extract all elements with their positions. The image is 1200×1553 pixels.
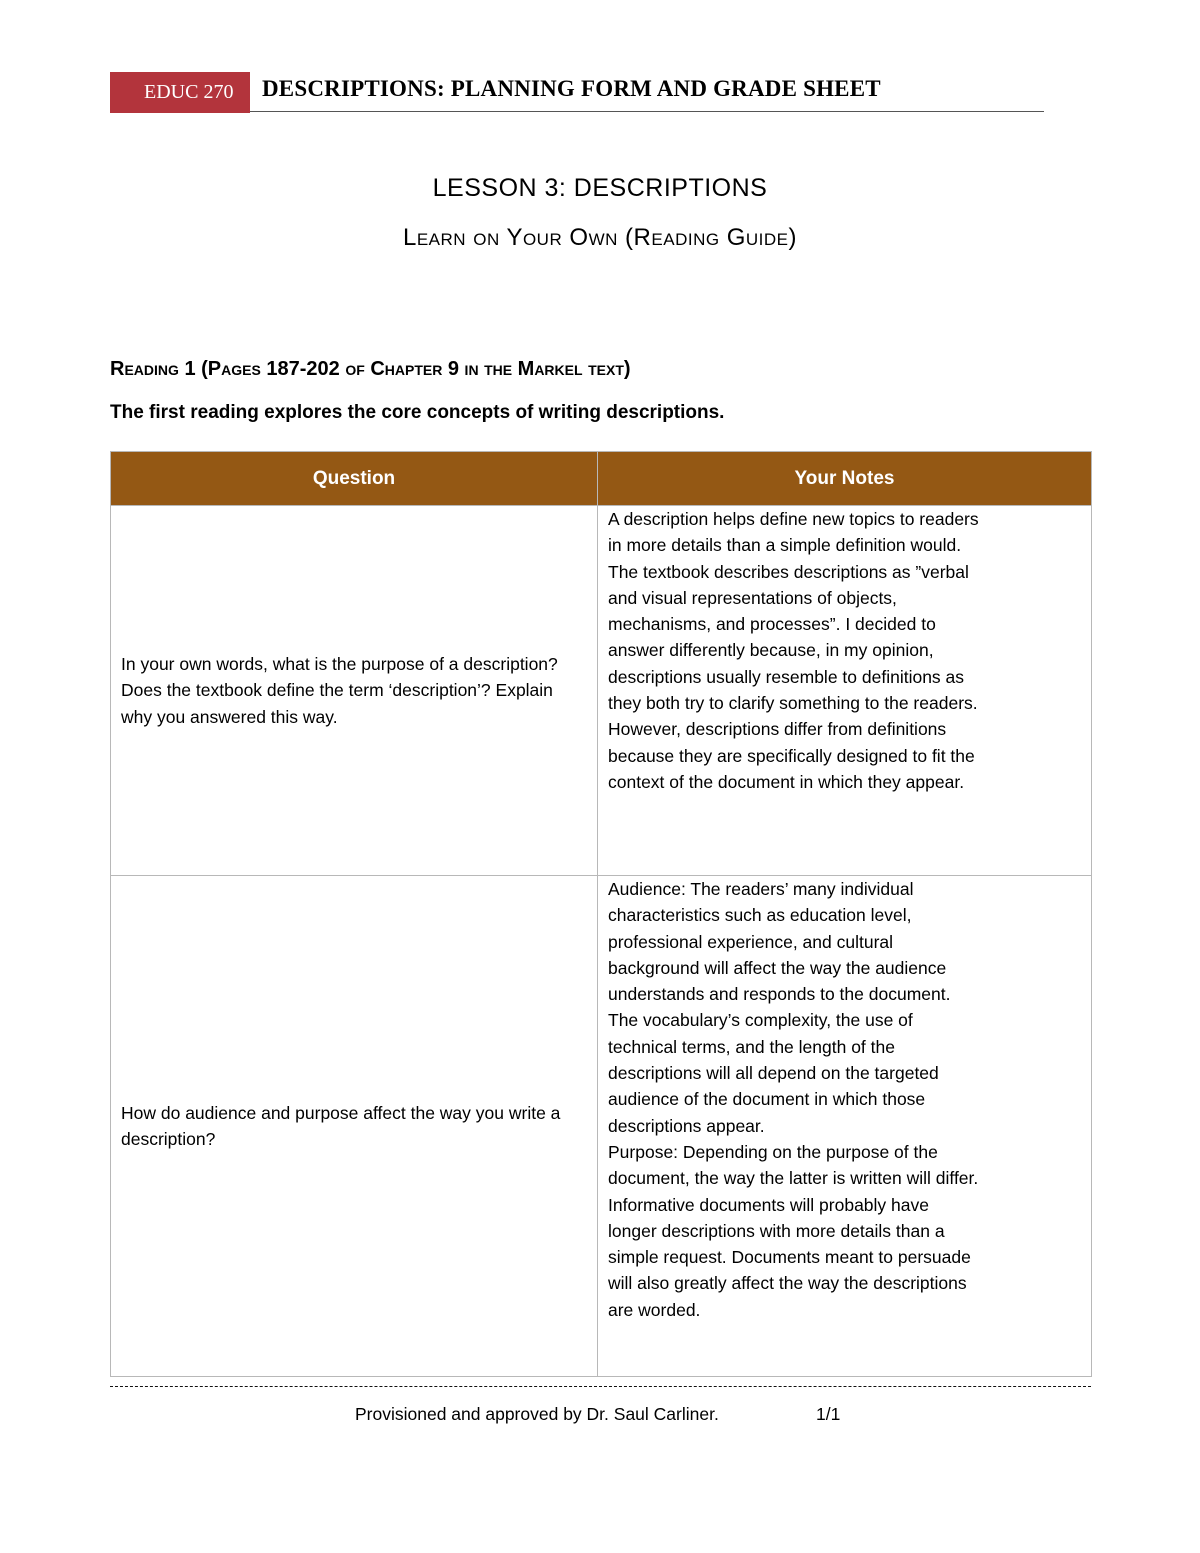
lesson-title: LESSON 3: DESCRIPTIONS <box>432 174 768 202</box>
footer-divider <box>110 1386 1091 1387</box>
question-cell: How do audience and purpose affect the way you write a description? <box>111 876 598 1377</box>
notes-cell[interactable] <box>598 876 1092 1377</box>
column-header-question: Question <box>111 452 598 506</box>
footer-approval-text: Provisioned and approved by Dr. Saul Carliner. <box>355 1404 719 1424</box>
notes-paragraph-purpose: Purpose: Depending on the purpose of the document, the way the latter is written will differ. Informative documents will probably have longer descriptions with more details than a simple request. Documents meant to persuade will also greatly affect the way the descriptions are worded. <box>608 1141 979 1320</box>
notes-cell[interactable] <box>598 506 1092 876</box>
question-cell: In your own words, what is the purpose of a description? Does the textbook define the term ‘description’? Explain why you answered this way. <box>111 506 598 876</box>
notes-paragraph: A description helps define new topics to readers in more details than a simple definition would. The textbook describes descriptions as ”verbal and visual representations of objects, mechanisms, and processes”. I decided to answer differently because, in my opinion, descriptions usually resemble to definitions as they both try to clarify something to the readers. However, descriptions differ from definitions because they are specifically designed to fit the context of the document in which they appear. <box>608 509 979 792</box>
header-divider <box>250 111 1044 112</box>
lesson-subtitle: Learn on Your Own (Reading Guide) <box>402 224 798 251</box>
reading-guide-table <box>110 451 1092 1377</box>
page-number: 1/1 <box>816 1404 841 1424</box>
reading-intro: The first reading explores the core concepts of writing descriptions. <box>110 402 725 423</box>
column-header-notes: Your Notes <box>598 452 1092 506</box>
document-title: DESCRIPTIONS: PLANNING FORM AND GRADE SHEET <box>262 76 881 101</box>
table-header-row <box>111 452 1092 506</box>
reading-heading: Reading 1 (Pages 187-202 of Chapter 9 in the Markel text) <box>110 358 631 380</box>
table-row <box>111 506 1092 876</box>
notes-paragraph-audience: Audience: The readers’ many individual characteristics such as education level, professional experience, and cultural background will affect the way the audience understands and responds to the document. The vocabulary’s complexity, the use of technical terms, and the length of the descriptions will all depend on the targeted audience of the document in which those descriptions appear. <box>608 879 951 1136</box>
document-header <box>110 70 1044 113</box>
course-code-badge: EDUC 270 <box>110 72 250 113</box>
table-row <box>111 876 1092 1377</box>
